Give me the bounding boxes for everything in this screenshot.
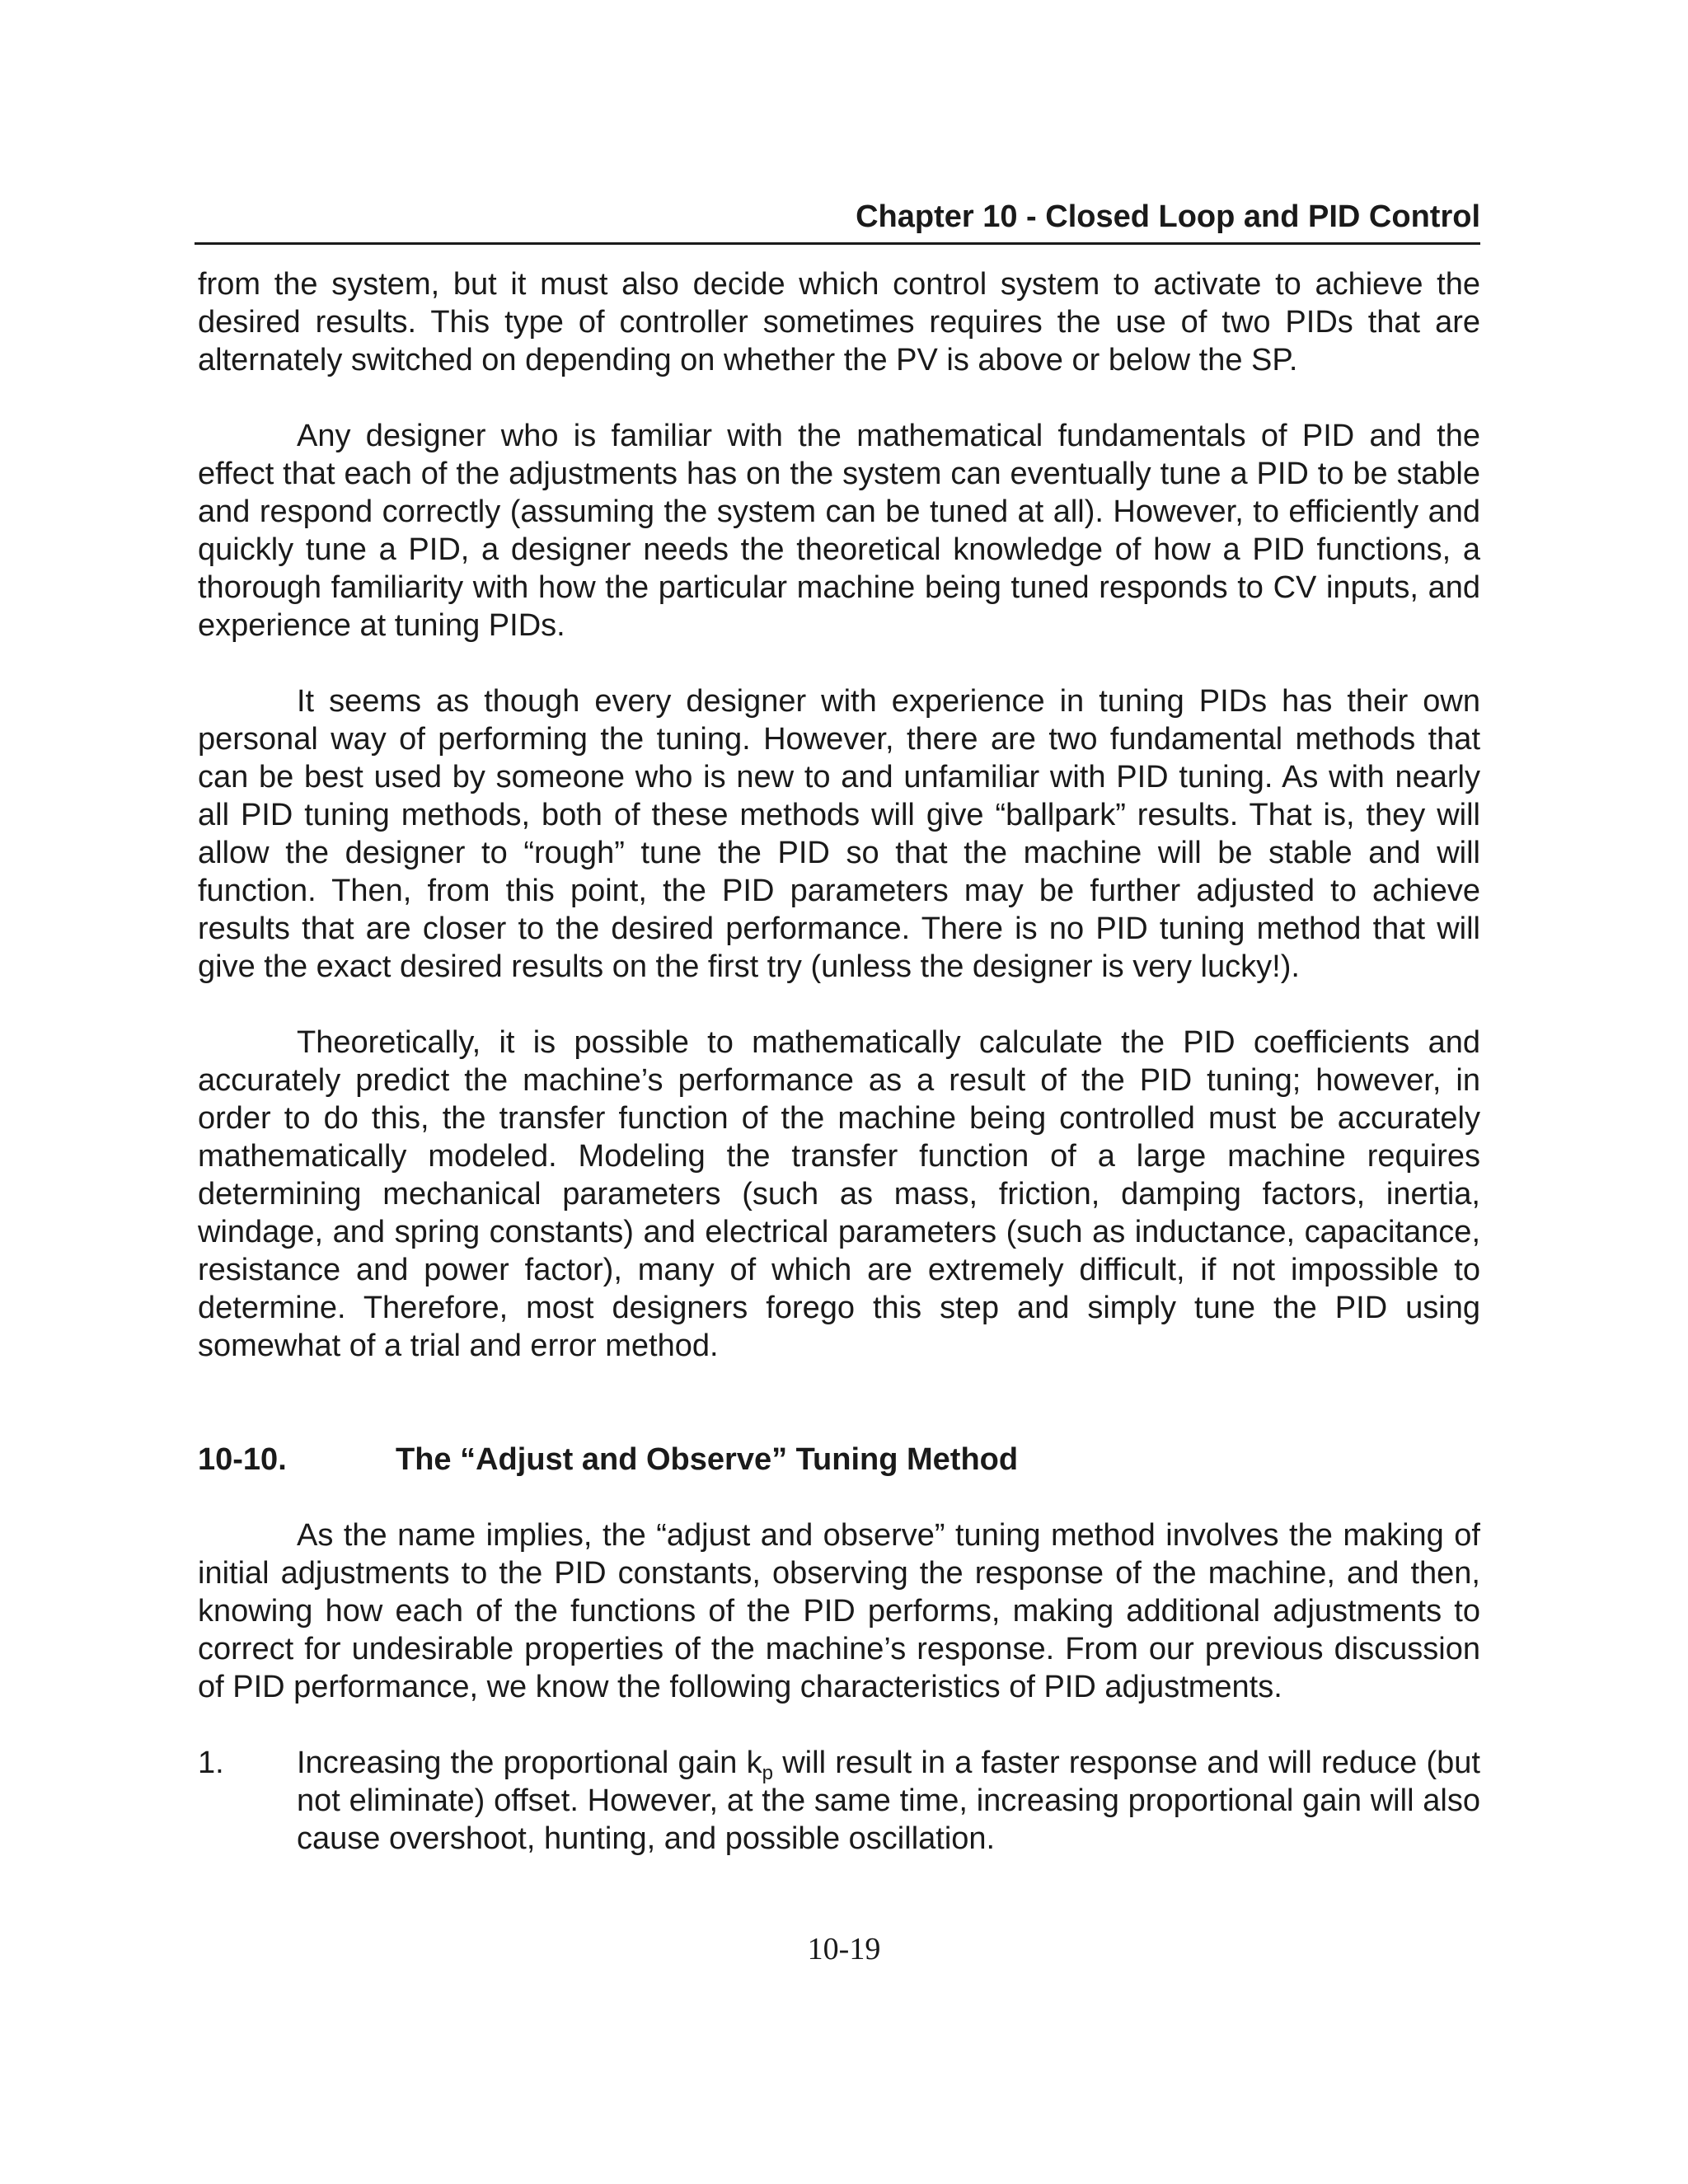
- body-text: [198, 265, 1480, 1858]
- list-item-text: [297, 1744, 1480, 1858]
- list-item-subscript: p: [762, 1762, 773, 1784]
- section-heading: [198, 1441, 1480, 1479]
- paragraph-theoretical-modeling: Theoretically, it is possible to mathematically calculate the PID coefficients and accurately predict the machine’s performance as a result of the PID tuning; however, in order to do this, the transfer function of the machine being controlled must be accurately mathematically modeled. Modeling the transfer function of a large machine requires determining mechanical parameters (such as mass, friction, damping factors, inertia, windage, and spring constants) and electrical parameters (such as inductance, capacitance, resistance and power factor), many of which are extremely difficult, if not impossible to determine. Therefore, most designers forego this step and simply tune the PID using somewhat of a trial and error method.: [198, 1025, 1480, 1363]
- paragraph-tuning-methods: It seems as though every designer with experience in tuning PIDs has their own personal way of performing the tuning. However, there are two fundamental methods that can be best used by someone who is new to and unfamiliar with PID tuning. As with nearly all PID tuning methods, both of these methods will give “ballpark” results. That is, they will allow the designer to “rough” tune the PID so that the machine will be stable and will function. Then, from this point, the PID parameters may be further adjusted to achieve results that are closer to the desired performance. There is no PID tuning method that will give the exact desired results on the first try (unless the designer is very lucky!).: [198, 684, 1480, 984]
- list-item-text-before: Increasing the proportional gain k: [297, 1746, 762, 1780]
- chapter-title: Chapter 10 - Closed Loop and PID Control: [856, 199, 1480, 234]
- list-item-text-after: will result in a faster response and will reduce (but not eliminate) offset. However, at the same time, increasing proportional gain will also cause overshoot, hunting, and possible oscillation.: [297, 1746, 1480, 1856]
- running-header: [195, 191, 1480, 245]
- section-intro-paragraph: As the name implies, the “adjust and observe” tuning method involves the making of initial adjustments to the PID constants, observing the response of the machine, and then, knowing how each of the functions of the PID performs, making additional adjustments to correct for undesirable properties of the machine’s response. From our previous discussion of PID performance, we know the following characteristics of PID adjustments.: [198, 1518, 1480, 1704]
- paragraph-continuation: from the system, but it must also decide which control system to activate to achieve the desired results. This type of controller sometimes requires the use of two PIDs that are alternately switched on depending on whether the PV is above or below the SP.: [198, 267, 1480, 377]
- page-number: 10-19: [807, 1932, 881, 1966]
- list-item: [198, 1744, 1480, 1858]
- section-title: The “Adjust and Observe” Tuning Method: [396, 1442, 1019, 1477]
- list-item-number: 1.: [198, 1746, 224, 1780]
- section-number: 10-10.: [198, 1442, 287, 1477]
- paragraph-designer-familiarity: Any designer who is familiar with the mathematical fundamentals of PID and the effect that each of the adjustments has on the system can eventually tune a PID to be stable and respond correctly (assuming the system can be tuned at all). However, to efficiently and quickly tune a PID, a designer needs the theoretical knowledge of how a PID functions, a thorough familiarity with how the particular machine being tuned responds to CV inputs, and experience at tuning PIDs.: [198, 419, 1480, 643]
